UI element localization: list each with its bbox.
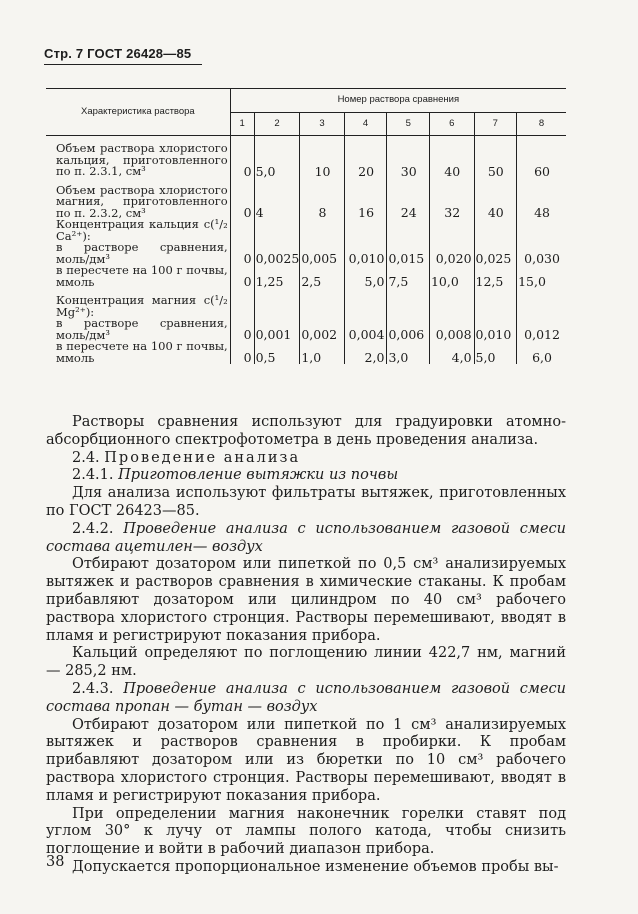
table-row (46, 143, 566, 178)
table-cell: 0,008 (429, 318, 474, 341)
section-heading (46, 521, 566, 557)
row-label: в пересчете на 100 г почвы, ммоль (46, 341, 230, 364)
table-cell: 40 (474, 185, 517, 220)
table-row (46, 341, 566, 364)
row-label: Объем раствора хлористого магния, приготовленного по п. 2.3.2, см³ (46, 185, 230, 220)
table-cell: 0,020 (429, 242, 474, 265)
table-cell: 0 (243, 205, 252, 220)
paragraph: При определении магния наконечник горелки ставят под углом 30° к лучу от лампы полого катода, чтобы снизить поглощение и войти в рабочий диапазон прибора. (46, 805, 566, 858)
table-cell: 0,002 (300, 318, 344, 341)
table-cell: 1,25 (254, 265, 300, 288)
table-cell: 0,005 (300, 242, 344, 265)
table-cell: 0 (243, 350, 252, 365)
table-row (46, 265, 566, 288)
body-text (46, 414, 566, 877)
section-number: 2.4.2. (72, 520, 114, 537)
table-cell: 30 (387, 143, 430, 178)
table-cell: 0,006 (387, 318, 430, 341)
table-cell: 32 (429, 185, 474, 220)
table-cell: 0,012 (517, 318, 566, 341)
table-cell: 7,5 (387, 265, 430, 288)
table-row (46, 185, 566, 220)
row-label: Концентрация кальция с(¹/₂ Ca²⁺): (46, 219, 230, 242)
table-cell: 10,0 (429, 265, 474, 288)
table-cell: 10 (300, 143, 344, 178)
column-header: 1 (230, 112, 254, 136)
table-cell: 3,0 (387, 341, 430, 364)
table-cell: 5,0 (474, 341, 517, 364)
table-cell: 4 (254, 185, 300, 220)
paragraph: Растворы сравнения используют для градуировки атомно-абсорбционного спектрофотометра в день проведения анализа. (46, 414, 566, 448)
section-heading (46, 467, 566, 485)
section-heading (46, 681, 566, 717)
column-header: 8 (517, 112, 566, 136)
table-cell: 48 (517, 185, 566, 220)
table-cell: 40 (429, 143, 474, 178)
comparison-solutions-table (46, 88, 566, 364)
table-cell: 0,5 (254, 341, 300, 364)
table-cell: 0,030 (517, 242, 566, 265)
table-cell: 0,025 (474, 242, 517, 265)
paragraph: Отбирают дозатором или пипеткой по 0,5 см³ анализируемых вытяжек и растворов сравнения в химические стаканы. К пробам прибавляют дозатором или цилиндром по 40 см³ рабочего раствора хлористого стронция. Растворы перемешивают, вводят в пламя и регистрируют показания прибора. (46, 556, 566, 644)
table-cell: 0 (243, 251, 252, 266)
paragraph: Отбирают дозатором или пипеткой по 1 см³ анализируемых вытяжек и растворов сравнения в пробирки. К пробам прибавляют дозатором или из бюретки по 10 см³ рабочего раствора хлористого стронция. Растворы перемешивают, вводят в пламя и регистрируют показания прибора. (46, 716, 566, 804)
paragraph: Кальций определяют по поглощению линии 422,7 нм, магний — 285,2 нм. (46, 645, 566, 680)
table-cell: 15,0 (517, 265, 566, 288)
table-cell: 20 (344, 143, 387, 178)
row-label: Объем раствора хлористого кальция, приготовленного по п. 2.3.1, см³ (46, 143, 230, 178)
table-cell: 6,0 (517, 341, 566, 364)
table-cell: 0 (243, 163, 252, 179)
solution-number-header: Номер раствора сравнения (230, 89, 566, 113)
page-number: 38 (46, 854, 65, 870)
section-heading (46, 450, 566, 468)
section-title: Проведение анализа с использованием газовой смеси состава ацетилен— воздух (46, 520, 566, 555)
column-header: 3 (300, 112, 344, 136)
row-label: в растворе сравнения, моль/дм³ (46, 318, 230, 341)
table-cell: 0,010 (474, 318, 517, 341)
table-cell: 4,0 (429, 341, 474, 364)
section-number: 2.4. (72, 449, 100, 466)
section-title: Проведение анализа (104, 449, 301, 466)
section-title: Проведение анализа с использованием газовой смеси состава пропан — бутан — воздух (46, 680, 566, 715)
table-cell: 16 (344, 185, 387, 220)
table-cell: 0 (243, 274, 252, 289)
column-header: 6 (429, 112, 474, 136)
table-cell: 0,0025 (254, 242, 300, 265)
table-cell: 2,5 (300, 265, 344, 288)
row-label: в растворе сравнения, моль/дм³ (46, 242, 230, 265)
paragraph: Допускается пропорциональное изменение объемов пробы вы- (72, 858, 559, 875)
table-row (46, 318, 566, 341)
column-header: 2 (254, 112, 300, 136)
table-cell: 0,004 (344, 318, 387, 341)
table-cell: 1,0 (300, 341, 344, 364)
column-header: 5 (387, 112, 430, 136)
table-cell: 0,010 (344, 242, 387, 265)
table-row (46, 242, 566, 265)
row-label: Концентрация магния с(¹/₂ Mg²⁺): (46, 295, 230, 318)
table-cell: 0,001 (254, 318, 300, 341)
table-cell: 2,0 (344, 341, 387, 364)
column-header: 7 (474, 112, 517, 136)
section-number: 2.4.3. (72, 680, 114, 697)
table-row (46, 219, 566, 242)
characteristic-header: Характеристика раствора (46, 89, 230, 136)
table-cell: 0 (243, 327, 252, 342)
table-row (46, 295, 566, 318)
table-cell: 60 (517, 143, 566, 178)
table-cell: 12,5 (474, 265, 517, 288)
table-cell: 5,0 (344, 265, 387, 288)
section-title: Приготовление вытяжки из почвы (118, 467, 399, 484)
table-cell: 8 (300, 185, 344, 220)
row-label: в пересчете на 100 г почвы, ммоль (46, 265, 230, 288)
page-header: Стр. 7 ГОСТ 26428—85 (44, 46, 202, 65)
table-cell: 5,0 (254, 143, 300, 178)
table-cell: 24 (387, 185, 430, 220)
table-cell: 50 (474, 143, 517, 178)
column-header: 4 (344, 112, 387, 136)
section-number: 2.4.1. (72, 467, 114, 484)
table-cell: 0,015 (387, 242, 430, 265)
paragraph: Для анализа используют фильтраты вытяжек, приготовленных по ГОСТ 26423—85. (46, 485, 566, 519)
